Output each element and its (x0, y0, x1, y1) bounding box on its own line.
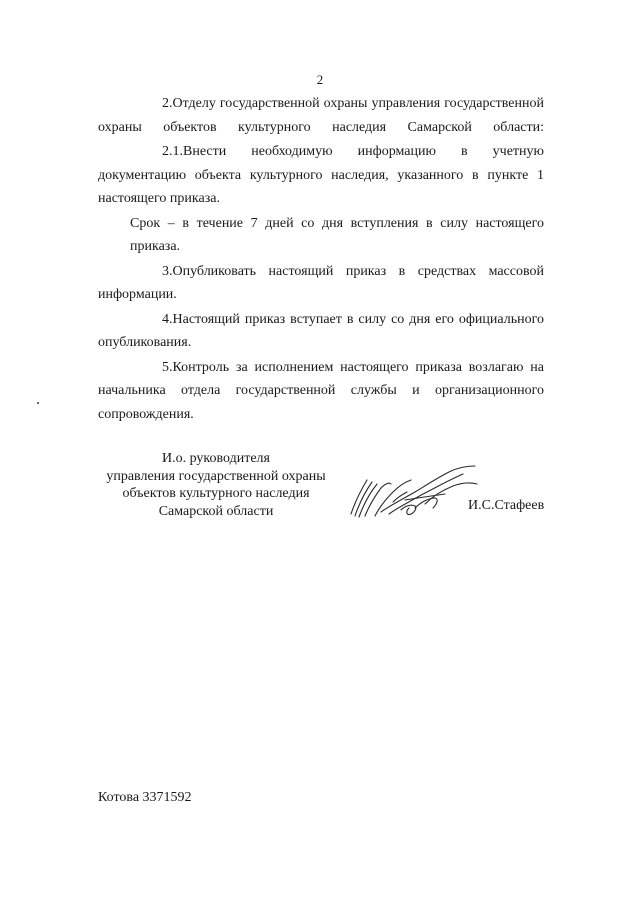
paragraph-3 (98, 260, 544, 307)
signer-name: И.С.Стафеев (468, 498, 545, 513)
stray-dot (37, 402, 39, 404)
paragraph-4 (98, 308, 544, 355)
paragraph-number: 4. (162, 311, 173, 327)
paragraph-text: Отделу государственной охраны управления государственной охраны объектов культурного наследия Самарской области: (98, 96, 544, 135)
paragraph-number: 3. (162, 263, 173, 279)
document-body (98, 92, 544, 427)
position-line: И.о. руководителя (161, 451, 270, 466)
paragraph-number: 5. (162, 359, 173, 375)
executor-contact: Котова 3371592 (98, 790, 192, 805)
paragraph-number: 2.1. (162, 144, 183, 159)
signatory-position (96, 450, 336, 520)
paragraph-2 (98, 92, 544, 139)
position-line: управления государственной охраны (106, 468, 326, 484)
paragraph-text: Срок – в течение 7 дней со дня вступления в силу настоящего приказа. (130, 215, 544, 254)
paragraph-deadline (98, 212, 544, 259)
position-line: объектов культурного наследия (122, 486, 310, 501)
paragraph-text: Контроль за исполнением настоящего приказа возлагаю на начальника отдела государственной службы и организационного сопровождения. (98, 359, 544, 422)
paragraph-text: Настоящий приказ вступает в силу со дня его официального опубликования. (98, 311, 544, 350)
paragraph-2-1 (98, 140, 544, 211)
handwritten-signature (345, 462, 485, 524)
paragraph-number: 2. (162, 96, 173, 111)
paragraph-text: Внести необходимую информацию в учетную документацию объекта культурного наследия, указанного в пункте 1 настоящего приказа. (98, 144, 544, 206)
paragraph-text: Опубликовать настоящий приказ в средствах массовой информации. (98, 263, 544, 302)
position-line: Самарской области (158, 503, 274, 519)
paragraph-5 (98, 356, 544, 427)
page-number: 2 (316, 72, 324, 87)
